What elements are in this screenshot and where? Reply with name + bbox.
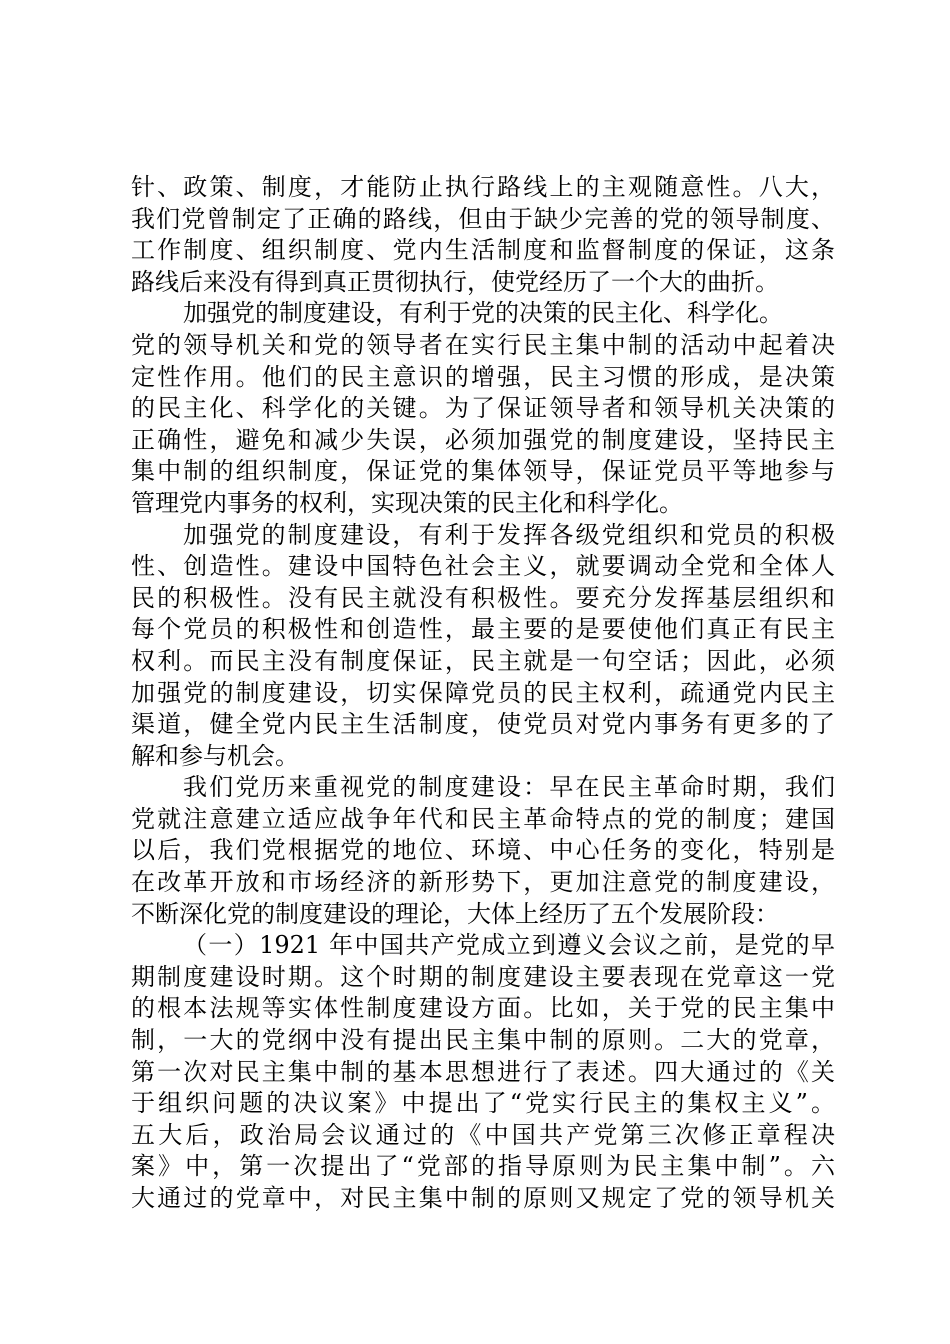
text-line: 民的积极性。没有民主就没有积极性。要充分发挥基层组织和 <box>131 583 835 612</box>
text-line: 五大后，政治局会议通过的《中国共产党第三次修正章程决 <box>131 1120 835 1149</box>
text-line: 针、政策、制度，才能防止执行路线上的主观随意性。八大， <box>131 173 835 201</box>
document-body <box>131 172 835 1215</box>
text-line: 大通过的党章中，对民主集中制的原则又规定了党的领导机关 <box>131 1184 835 1212</box>
text-line: 每个党员的积极性和创造性，最主要的是要使他们真正有民主 <box>131 615 835 644</box>
text-line: 制，一大的党纲中没有提出民主集中制的原则。二大的党章， <box>131 1026 835 1055</box>
text-line: 加强党的制度建设，有利于发挥各级党组织和党员的积极 <box>183 520 835 549</box>
text-line: 定性作用。他们的民主意识的增强，民主习惯的形成，是决策 <box>131 362 835 391</box>
text-line: 性、创造性。建设中国特色社会主义，就要调动全党和全体人 <box>131 552 835 581</box>
text-line: 的根本法规等实体性制度建设方面。比如，关于党的民主集中 <box>131 994 835 1023</box>
text-line: 加强党的制度建设，有利于党的决策的民主化、科学化。 <box>183 299 783 328</box>
text-line: 在改革开放和市场经济的新形势下，更加注意党的制度建设， <box>131 868 835 897</box>
text-line: 权利。而民主没有制度保证，民主就是一句空话；因此，必须 <box>131 646 835 675</box>
text-line: 管理党内事务的权利，实现决策的民主化和科学化。 <box>131 488 683 517</box>
text-line: 我们党历来重视党的制度建设：早在民主革命时期，我们 <box>183 773 835 802</box>
text-line: 加强党的制度建设，切实保障党员的民主权利，疏通党内民主 <box>131 678 835 707</box>
text-line: 渠道，健全党内民主生活制度，使党员对党内事务有更多的了 <box>131 710 835 739</box>
text-line: 工作制度、组织制度、党内生活制度和监督制度的保证，这条 <box>131 236 835 265</box>
text-line: 我们党曾制定了正确的路线，但由于缺少完善的党的领导制度、 <box>131 204 835 233</box>
text-line: 第一次对民主集中制的基本思想进行了表述。四大通过的《关 <box>131 1057 835 1086</box>
text-line: 解和参与机会。 <box>131 741 299 770</box>
text-line: 正确性，避免和减少失误，必须加强党的制度建设，坚持民主 <box>131 425 835 454</box>
text-line: 以后，我们党根据党的地位、环境、中心任务的变化，特别是 <box>131 836 835 865</box>
text-line: 不断深化党的制度建设的理论，大体上经历了五个发展阶段： <box>131 899 779 928</box>
text-line: 于组织问题的决议案》中提出了“党实行民主的集权主义”。 <box>131 1089 835 1118</box>
text-line: 集中制的组织制度，保证党的集体领导，保证党员平等地参与 <box>131 457 835 486</box>
text-line: 期制度建设时期。这个时期的制度建设主要表现在党章这一党 <box>131 962 835 991</box>
text-line: 党就注意建立适应战争年代和民主革命特点的党的制度；建国 <box>131 804 835 833</box>
text-line: 路线后来没有得到真正贯彻执行，使党经历了一个大的曲折。 <box>131 267 779 296</box>
text-line: 案》中，第一次提出了“党部的指导原则为民主集中制”。六 <box>131 1152 835 1181</box>
text-line: 党的领导机关和党的领导者在实行民主集中制的活动中起着决 <box>131 330 835 359</box>
text-line: （一）1921 年中国共产党成立到遵义会议之前，是党的早 <box>183 931 835 960</box>
text-line: 的民主化、科学化的关键。为了保证领导者和领导机关决策的 <box>131 394 835 423</box>
